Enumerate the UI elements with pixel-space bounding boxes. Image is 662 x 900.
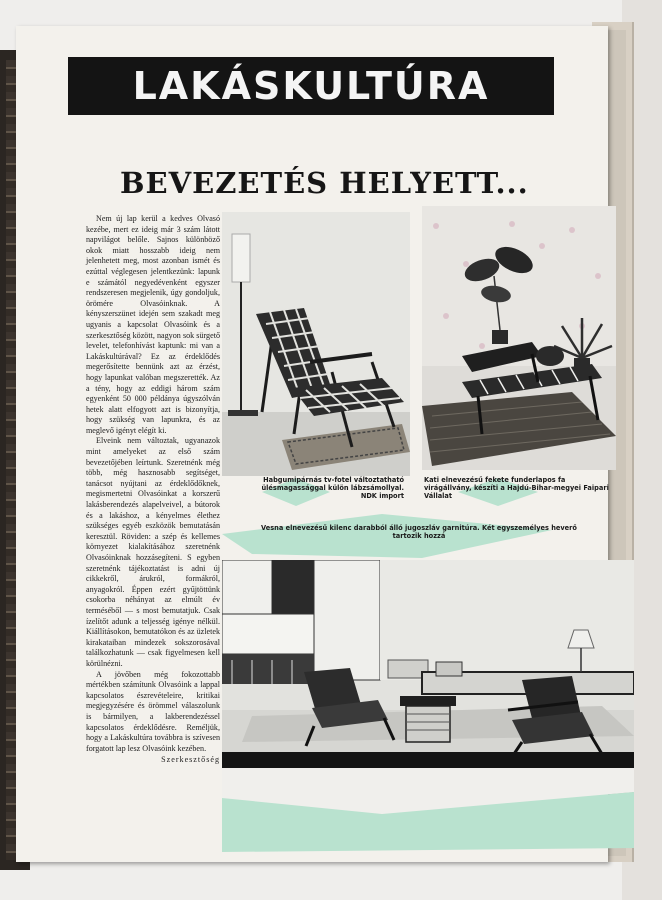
article-paragraph-2: Elveink nem változtak, ugyanazok mint amelyeket az első szám bevezetőjében leírtunk. Szeretnénk még több, még hasznosabb segítséget, tanácsot nyújtani az érdeklődőknek, megismertetni Olvasóinkat a korszerű lakásberendezés alapelveivel, a bútorok és a lakáshoz, a kényelmes élethez szükséges egyéb eszközök bemutatásán keresztül. Röviden: a szép és kellemes környezet kialakításához szeretnénk Olvasóinknak hozzásegíteni. S egyben szeretnénk tájékoztatást is adni új cikkekről, árukról, formákról, anyagokról. Éppen ezért gyűjtöttünk csokorba néhányat az elmúlt év terméséből — s most bemutatjuk. Csak ízelítőt adunk a teljesség igénye nélkül. Kiállításokon, bemutatókon és az üzletek kirakataiban mindezek sokszorosával találkozhatunk — csak figyelmesen kell körülnézni.: [86, 436, 220, 668]
section-banner: [68, 57, 554, 115]
caption-plant-stand: Kati elnevezésű fekete funderlapos fa virágállvány, készíti a Hajdú-Bihar-megyei Faipari Vállalat: [424, 476, 609, 501]
chair-illustration: [222, 212, 410, 476]
article-paragraph-3: A jövőben még fokozottabb mértékben számítunk Olvasóink a lappal kapcsolatos észrevételeire, kritikai megjegyzésére és örömmel válaszolunk is bármilyen, a lakberendezéssel kapcsolatos érdeklődésre. Reméljük, hogy a Lakáskultúra továbbra is szívesen forgatott lap lesz Olvasóink kezében.: [86, 669, 220, 753]
living-room-illustration: [222, 560, 634, 754]
plant-stand-illustration: [422, 206, 616, 470]
article-signature: Szerkesztőség: [161, 755, 220, 765]
photo-living-room: [222, 560, 634, 754]
article-paragraph-1: Nem új lap kerül a kedves Olvasó kezébe, mert ez ideig már 3 szám látott napvilágot belőle. Sajnos különböző okok miatt hosszabb ideig nem jelenhetett meg, most azonban ismét és ezúttal véglegesen jelentkezünk: lapunk e számától negyedévenként egyszer rendszeresen megjelenik, úgy gondoljuk, örömére Olvasóinknak. A kényszerszünet idején sem szakadt meg ugyanis a kapcsolat Olvasóink és a szerkesztőség között, nagyon sok sürgető levelet, telefonhívást kaptunk: mi van a Lakáskultúrával? Ez az érdeklődés megerősítette bennünk azt az érzést, hogy lapunkat valóban megszerették. Az a tény, hogy az eddigi három szám egyenként 50 000 példánya úgyszólván hetek alatt elfogyott azt is bizonyítja, hogy szükség van lapunkra, és az meglevő igényt elégít ki.: [86, 214, 220, 435]
section-title: LAKÁSKULTÚRA: [132, 64, 490, 108]
article-body: [86, 214, 220, 766]
photo-plant-stand: [422, 206, 616, 470]
photo-chair: [222, 212, 410, 476]
caption-chair: Habgumipárnás tv-fotel változtatható ülésmagassággal külön lábzsámollyal. NDK import: [261, 476, 404, 501]
caption-living-room: Vesna elnevezésű kilenc darabból álló jugoszláv garnitúra. Két egyszemélyes heverő tartozik hozzá: [261, 524, 577, 541]
green-accent-bottom: [222, 752, 634, 862]
article-headline: BEVEZETÉS HELYETT...: [120, 166, 529, 200]
magazine-page: [16, 26, 608, 862]
